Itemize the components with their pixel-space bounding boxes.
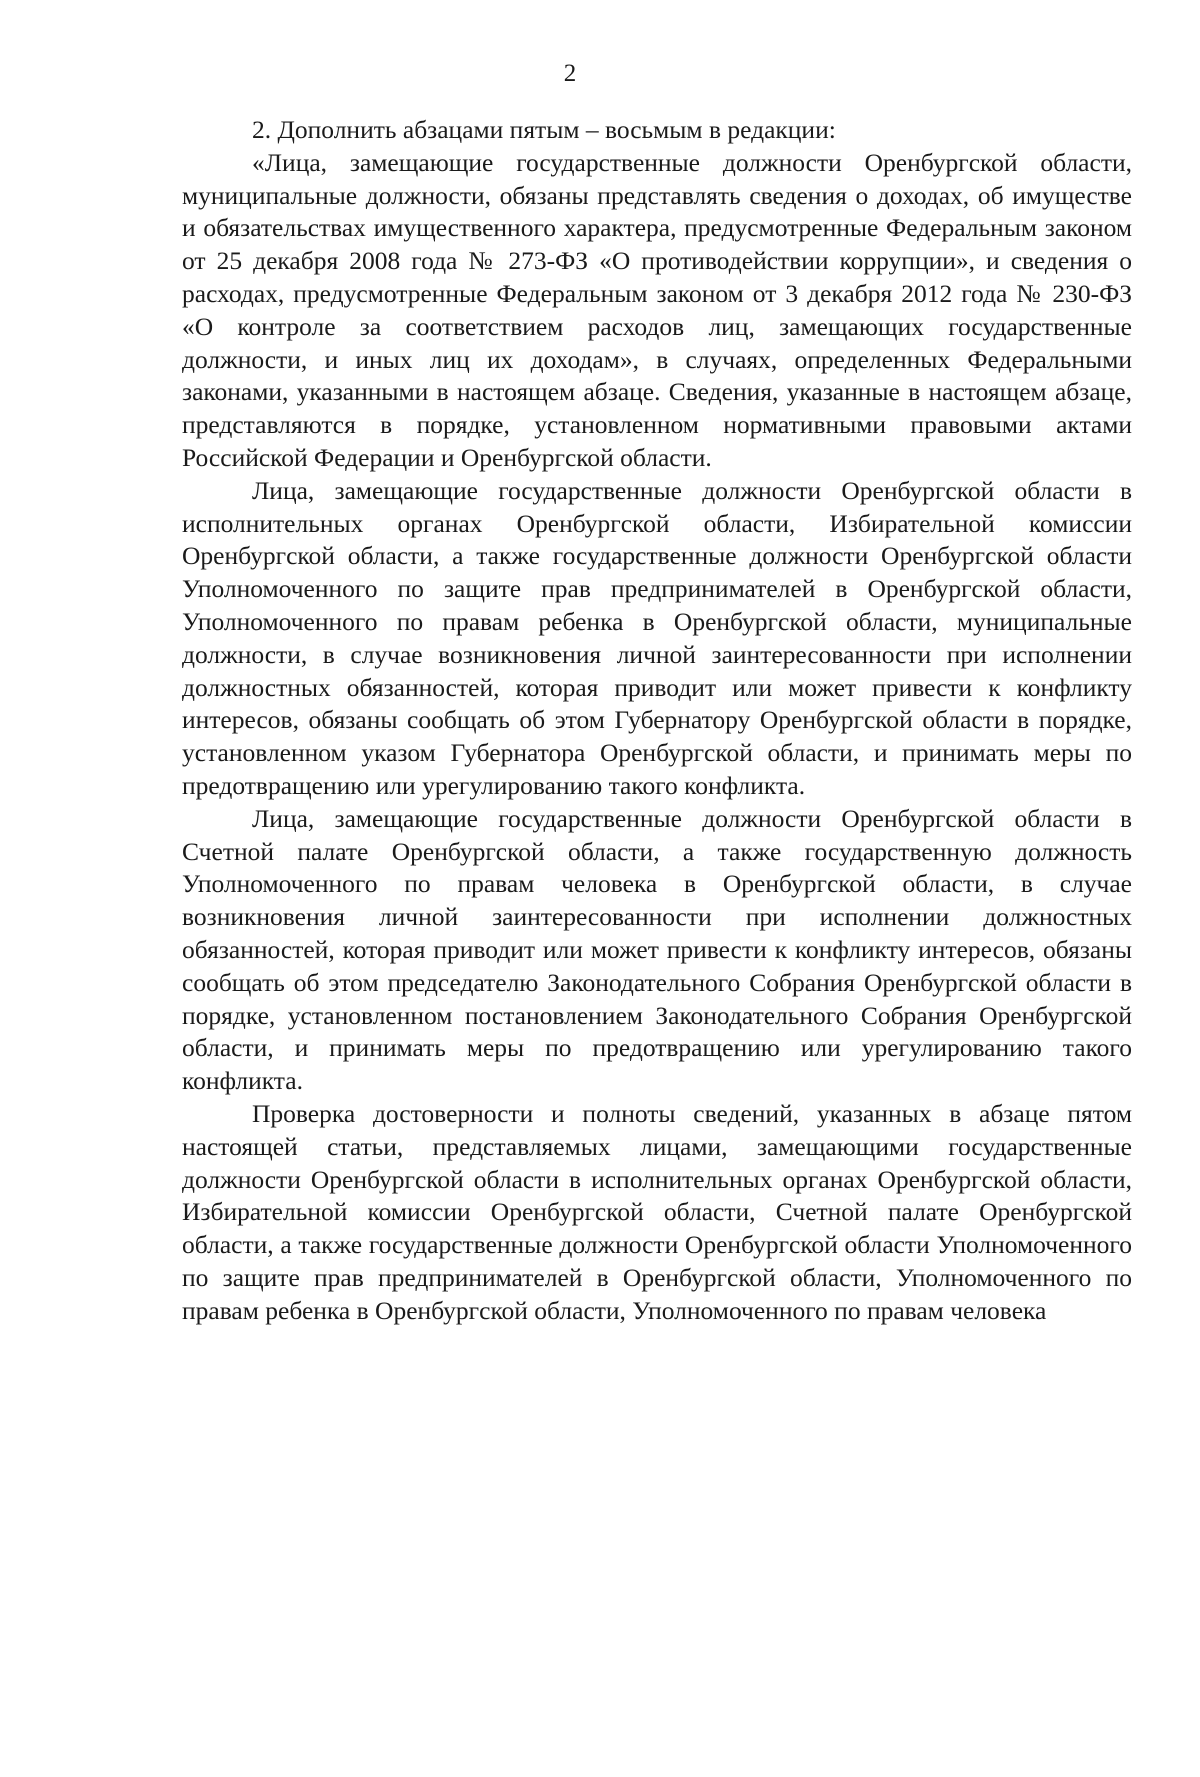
document-body: [182, 114, 1132, 1327]
paragraph-conflict-governor: Лица, замещающие государственные должности Оренбургской области в исполнительных органах Оренбургской области, Избирательной комиссии Оренбургской области, а также государственные должности Оренбургской области Уполномоченного по защите прав предпринимателей в Оренбургской области, Уполномоченного по правам ребенка в Оренбургской области, муниципальные должности, в случае возникновения личной заинтересованности при исполнении должностных обязанностей, которая приводит или может привести к конфликту интересов, обязаны сообщать об этом Губернатору Оренбургской области в порядке, установленном указом Губернатора Оренбургской области, и принимать меры по предотвращению или урегулированию такого конфликта.: [182, 475, 1132, 800]
paragraph-conflict-assembly: Лица, замещающие государственные должности Оренбургской области в Счетной палате Оренбургской области, а также государственную должность Уполномоченного по правам человека в Оренбургской области, в случае возникновения личной заинтересованности при исполнении должностных обязанностей, которая приводит или может привести к конфликту интересов, обязаны сообщать об этом председателю Законодательного Собрания Оренбургской области в порядке, установленном постановлением Законодательного Собрания Оренбургской области, и принимать меры по предотвращению или урегулированию такого конфликта.: [182, 803, 1132, 1096]
paragraph-amendment-heading: 2. Дополнить абзацами пятым – восьмым в редакции:: [252, 115, 836, 144]
page-number: 2: [563, 60, 577, 87]
paragraph-income-reporting: «Лица, замещающие государственные должности Оренбургской области, муниципальные должности, обязаны представлять сведения о доходах, об имуществе и обязательствах имущественного характера, предусмотренные Федеральным законом от 25 декабря 2008 года № 273-ФЗ «О противодействии коррупции», и сведения о расходах, предусмотренные Федеральным законом от 3 декабря 2012 года № 230-ФЗ «О контроле за соответствием расходов лиц, замещающих государственные должности, и иных лиц их доходам», в случаях, определенных Федеральными законами, указанными в настоящем абзаце. Сведения, указанные в настоящем абзаце, представляются в порядке, установленном нормативными правовыми актами Российской Федерации и Оренбургской области.: [182, 147, 1132, 472]
paragraph-verification: Проверка достоверности и полноты сведений, указанных в абзаце пятом настоящей статьи, представляемых лицами, замещающими государственные должности Оренбургской области в исполнительных органах Оренбургской области, Избирательной комиссии Оренбургской области, Счетной палате Оренбургской области, а также государственные должности Оренбургской области Уполномоченного по защите прав предпринимателей в Оренбургской области, Уполномоченного по правам ребенка в Оренбургской области, Уполномоченного по правам человека: [182, 1098, 1132, 1325]
